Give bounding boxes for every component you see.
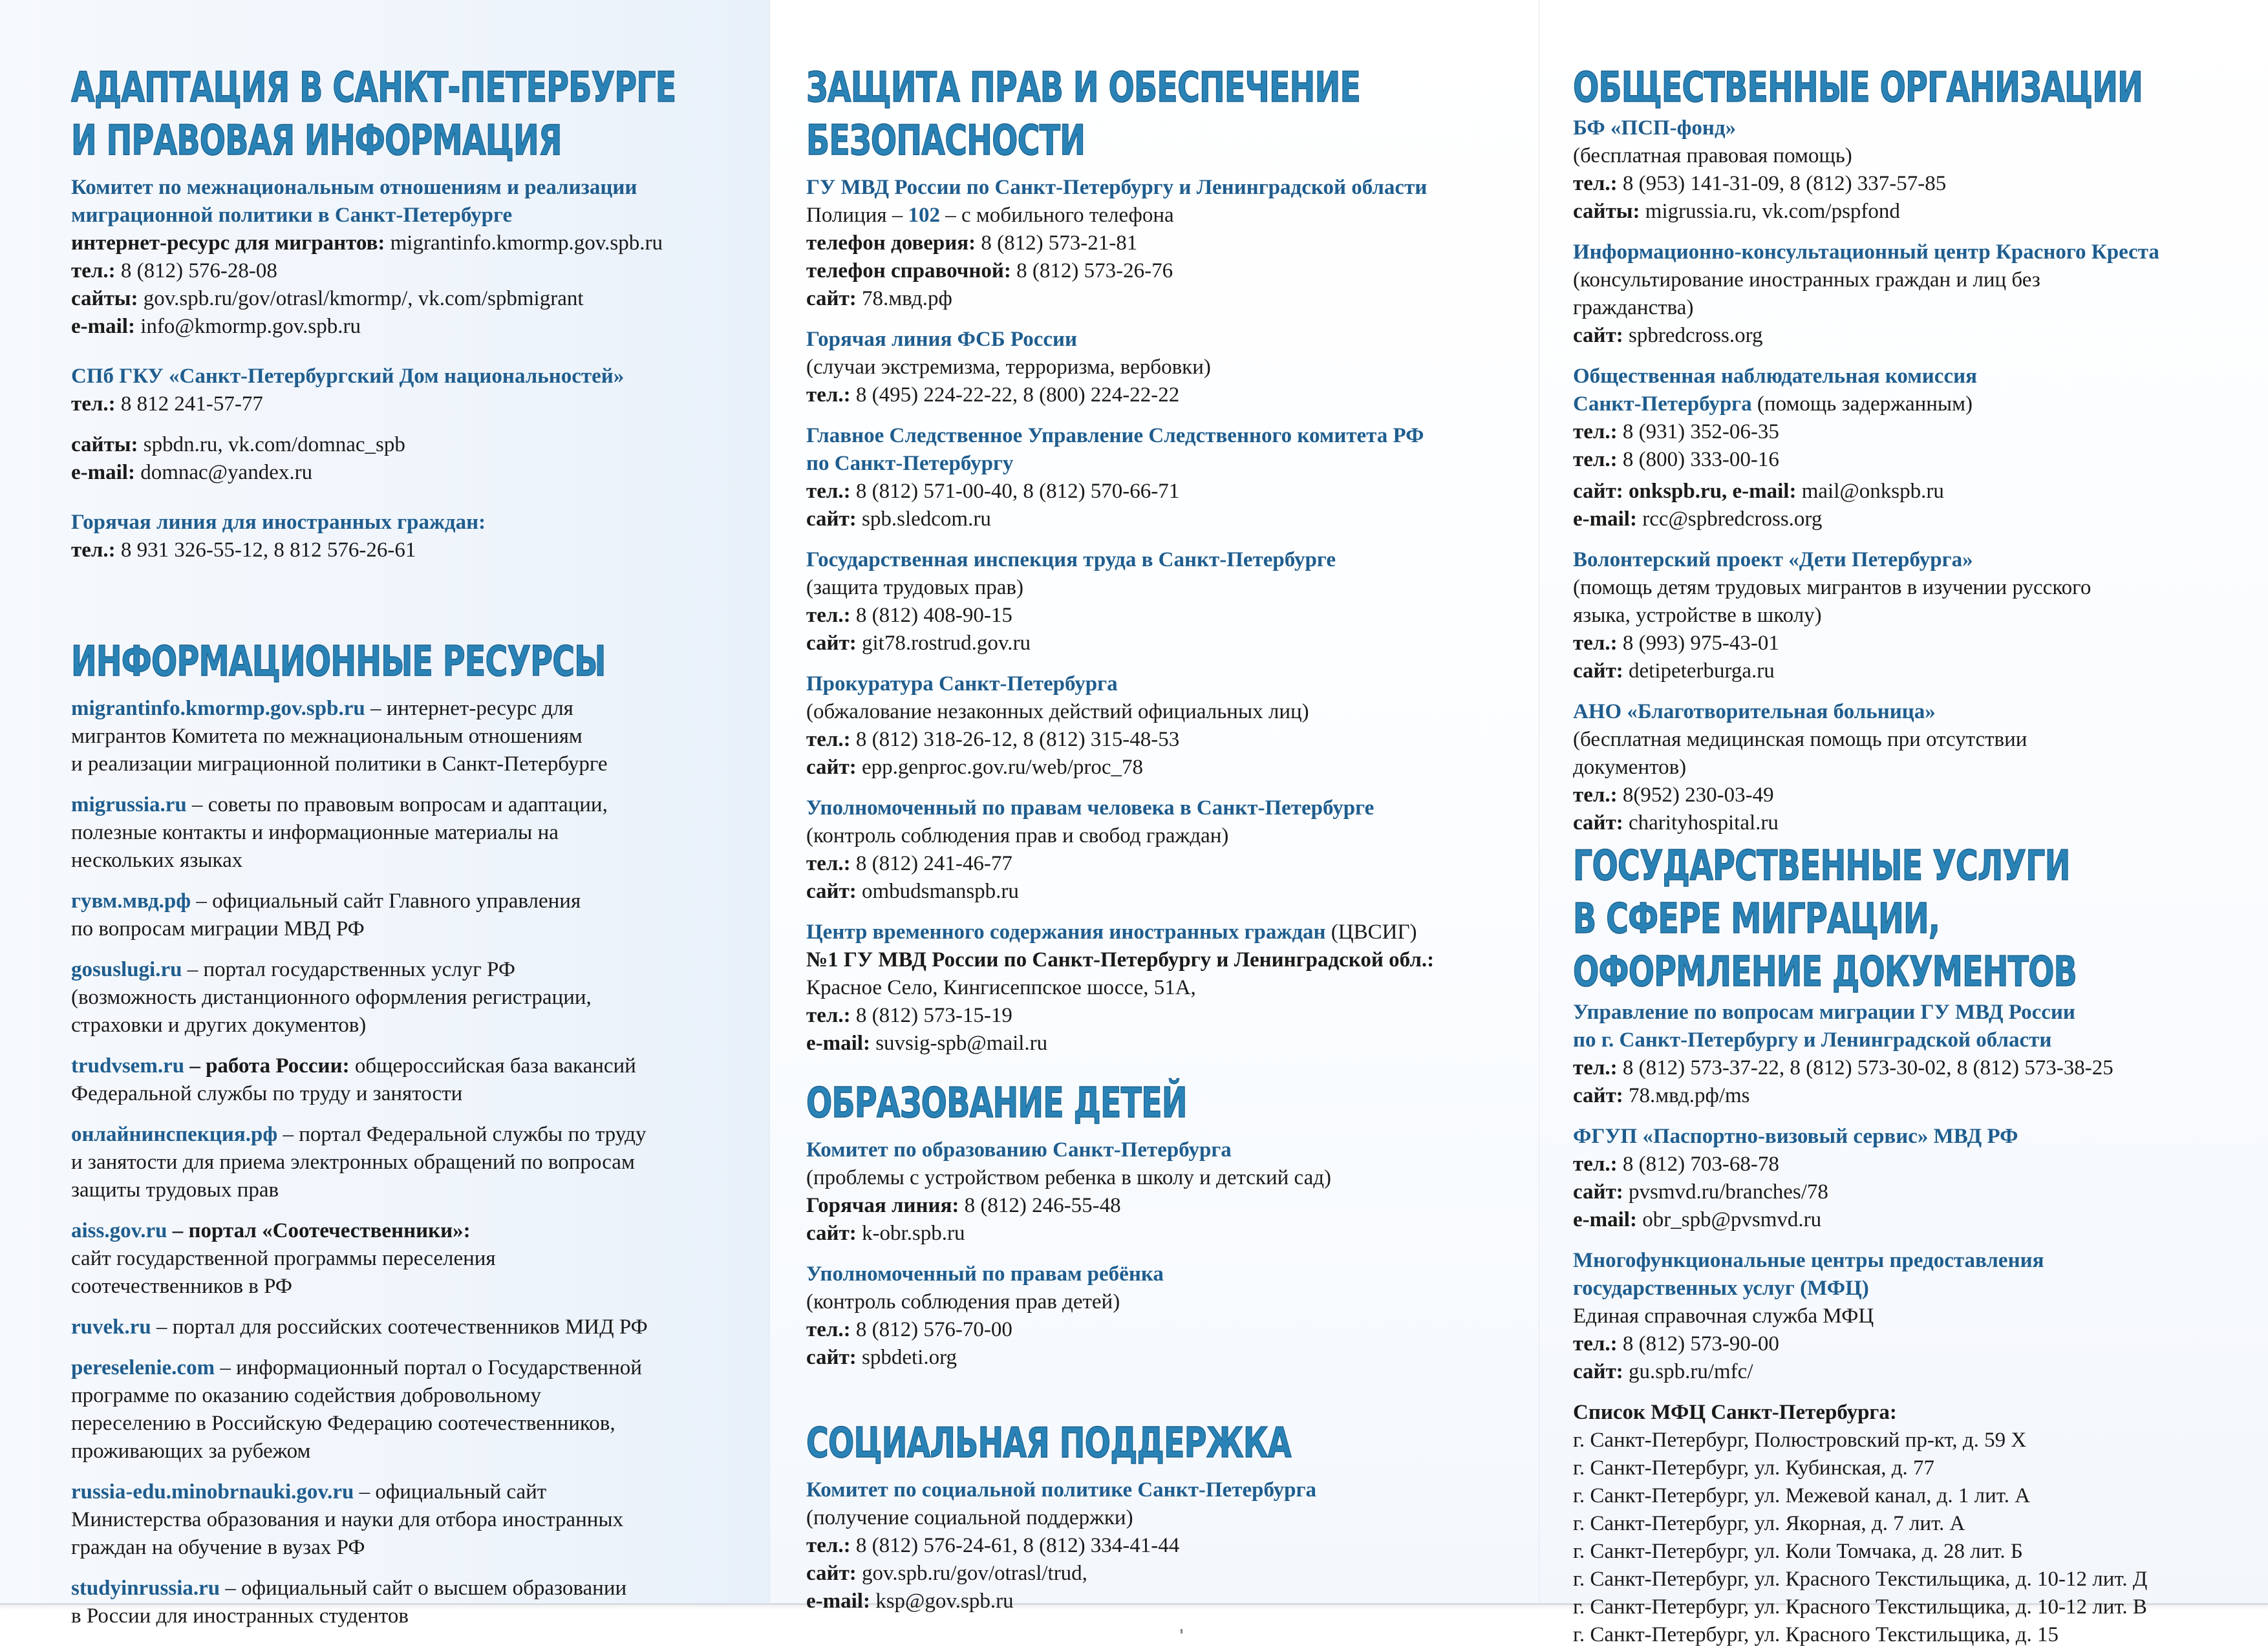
address: Красное Село, Кингисеппское шоссе, 51А, (806, 976, 1196, 999)
resource-link[interactable]: trudvsem.ru (71, 1054, 185, 1078)
resource-description: соотечественников в РФ (71, 1275, 292, 1298)
resource-link[interactable]: russia-edu.minobrnauki.gov.ru (71, 1480, 354, 1504)
org-name-cont: по Санкт-Петербургу (806, 452, 1014, 475)
org-name-cont: государственных услуг (МФЦ) (1573, 1277, 1869, 1300)
phone-label: тел.: (71, 392, 116, 416)
resource-item (71, 1217, 744, 1301)
section-info-resources (71, 635, 744, 1630)
org-description: (проблемы с устройством ребенка в школу и детский сад) (806, 1166, 1332, 1189)
site-link[interactable]: spb.sledcom.ru (856, 507, 991, 531)
resource-description: – информационный портал о Государственной (215, 1356, 642, 1379)
entry-cvsig (806, 919, 1519, 1058)
email-label: e-mail: (806, 1032, 870, 1055)
section-title: ОБЩЕСТВЕННЫЕ ОРГАНИЗАЦИИ (1573, 64, 2143, 112)
mfc-address: г. Санкт-Петербург, ул. Коли Томчака, д. 28 лит. Б (1573, 1540, 2023, 1563)
section-title: АДАПТАЦИЯ В САНКТ-ПЕТЕРБУРГЕ И ПРАВОВАЯ ИНФОРМАЦИЯ (71, 64, 676, 165)
resource-description: (возможность дистанционного оформления регистрации, (71, 986, 592, 1009)
resource-description: мигрантов Комитета по межнациональным отношениям (71, 725, 583, 748)
sites-links[interactable]: migrussia.ru, vk.com/pspfond (1640, 200, 1900, 223)
org-description: (случаи экстремизма, терроризма, вербовки) (806, 356, 1211, 379)
site-label: сайт: (1573, 1360, 1623, 1383)
org-name: Общественная наблюдательная комиссия (1573, 365, 1977, 388)
email-link[interactable]: suvsig-spb@mail.ru (870, 1032, 1048, 1055)
resource-description: – портал государственных услуг РФ (182, 958, 515, 981)
resource-description: проживающих за рубежом (71, 1440, 311, 1463)
resource-description: нескольких языках (71, 849, 243, 872)
resource-description: – интернет-ресурс для (365, 697, 573, 720)
org-description: (защита трудовых прав) (806, 576, 1023, 599)
entry-fsb (806, 326, 1519, 409)
scan-speck (1181, 1629, 1182, 1633)
org-description: (получение социальной поддержки) (806, 1506, 1133, 1529)
site-link[interactable]: charityhospital.ru (1623, 811, 1779, 835)
phone-value: 8 (812) 576-24-61, 8 (812) 334-41-44 (850, 1534, 1180, 1557)
site-link[interactable]: epp.genproc.gov.ru/web/proc_78 (856, 756, 1143, 779)
phone-value: 8 (812) 318-26-12, 8 (812) 315-48-53 (850, 728, 1180, 751)
reference-phone-value: 8 (812) 573-26-76 (1011, 259, 1173, 282)
site-label: сайт: (1573, 1180, 1623, 1204)
phone-label: тел.: (806, 852, 851, 875)
resource-item (71, 1121, 744, 1204)
resource-description: по вопросам миграции МВД РФ (71, 917, 365, 941)
mfc-address: г. Санкт-Петербург, Полюстровский пр-кт, д. 59 Х (1573, 1429, 2027, 1452)
section-child-education (806, 1077, 1519, 1372)
site-link[interactable]: k-obr.spb.ru (856, 1222, 965, 1245)
org-name: Комитет по образованию Санкт-Петербурга (806, 1138, 1232, 1162)
phone-label: тел.: (1573, 420, 1618, 443)
resource-link[interactable]: aiss.gov.ru (71, 1219, 167, 1242)
entry-kmormp (71, 174, 744, 341)
site-label: сайт: (1573, 324, 1623, 347)
email-link[interactable]: ksp@gov.spb.ru (870, 1590, 1014, 1613)
email-link[interactable]: obr_spb@pvsmvd.ru (1636, 1208, 1822, 1231)
email-link[interactable]: mail@onkspb.ru (1796, 480, 1944, 503)
resource-link[interactable]: migrussia.ru (71, 793, 187, 816)
phone-value: 8 931 326-55-12, 8 812 576-26-61 (115, 538, 416, 562)
email-link[interactable]: domnac@yandex.ru (134, 461, 313, 484)
phone-value: 8 (812) 241-46-77 (850, 852, 1012, 875)
phone-value: 8 (812) 703-68-78 (1617, 1153, 1779, 1176)
site-label: сайт: (806, 287, 857, 310)
phone-label: тел.: (71, 538, 116, 562)
resource-link[interactable]: studyinrussia.ru (71, 1577, 220, 1600)
org-description: Единая справочная служба МФЦ (1573, 1304, 1874, 1328)
resource-description: программе по оказанию содействия добровольному (71, 1384, 541, 1407)
org-description-cont: языка, устройстве в школу) (1573, 604, 1822, 627)
resource-item (71, 1478, 744, 1562)
org-name: Уполномоченный по правам ребёнка (806, 1262, 1164, 1286)
hotline-value: 8 (812) 246-55-48 (959, 1194, 1121, 1217)
mfc-address: г. Санкт-Петербург, ул. Кубинская, д. 77 (1573, 1456, 1935, 1480)
phone-label: тел.: (1573, 1332, 1618, 1356)
section-ngos (1573, 61, 2255, 837)
phone-label: тел.: (1573, 1056, 1618, 1080)
resource-link[interactable]: pereselenie.com (71, 1356, 215, 1379)
police-number: 102 (908, 204, 941, 227)
org-description: (помощь задержанным) (1751, 392, 1973, 416)
resource-link[interactable]: migrantinfo.kmormp.gov.spb.ru (385, 231, 663, 255)
org-description-cont: документов) (1573, 756, 1687, 779)
phone-value: 8(952) 230-03-49 (1617, 783, 1774, 807)
org-name: Горячая линия ФСБ России (806, 328, 1078, 351)
phone-label: тел.: (1573, 632, 1618, 655)
resource-description: общероссийская база вакансий (349, 1054, 636, 1078)
resource-description: – портал Федеральной службы по труду (277, 1123, 647, 1146)
mfc-address: г. Санкт-Петербург, ул. Красного Текстильщика, д. 10-12 лит. В (1573, 1595, 2147, 1619)
resource-description: – официальный сайт о высшем образовании (220, 1577, 627, 1600)
site-link[interactable]: spbredcross.org (1623, 324, 1763, 347)
resource-item (71, 695, 744, 778)
org-name: Центр временного содержания иностранных граждан (806, 920, 1326, 944)
mfc-list-title: Список МФЦ Санкт-Петербурга: (1573, 1401, 1897, 1424)
resource-description: переселению в Российскую Федерацию соотечественников, (71, 1412, 615, 1435)
entry-mfc (1573, 1247, 2255, 1386)
email-label: e-mail: (806, 1590, 870, 1613)
entry-onk (1573, 363, 2255, 533)
site-link[interactable]: 78.мвд.рф/ms (1623, 1084, 1750, 1107)
org-name: Уполномоченный по правам человека в Санкт-Петербурге (806, 796, 1375, 820)
entry-sledcom (806, 422, 1519, 533)
phone-value: 8 812 241-57-77 (115, 392, 263, 416)
section-gov-services (1573, 840, 2255, 1649)
email-label: e-mail: (71, 315, 135, 338)
entry-dom-nats (71, 363, 744, 487)
org-name-cont: миграционной политики в Санкт-Петербурге (71, 204, 513, 227)
resource-description: граждан на обучение в вузах РФ (71, 1536, 365, 1559)
site-label: сайт: (1573, 659, 1623, 683)
site-label: сайт: (806, 880, 857, 903)
resource-description: – официальный сайт Главного управления (191, 889, 581, 913)
org-name: Главное Следственное Управление Следственного комитета РФ (806, 424, 1424, 447)
entry-migration-dept (1573, 999, 2255, 1110)
org-name: Управление по вопросам миграции ГУ МВД России (1573, 1001, 2075, 1024)
site-link[interactable]: spbdeti.org (856, 1346, 957, 1369)
resource-description: полезные контакты и информационные материалы на (71, 821, 559, 844)
phone-label: тел.: (806, 383, 851, 407)
org-abbrev: (ЦВСИГ) (1325, 920, 1417, 944)
phone-value: 8 (953) 141-31-09, 8 (812) 337-57-85 (1617, 172, 1947, 195)
site-label: сайт: (806, 632, 857, 655)
org-name: Прокуратура Санкт-Петербурга (806, 672, 1118, 696)
resource-link[interactable]: ruvek.ru (71, 1315, 151, 1339)
org-name: Информационно-консультационный центр Красного Креста (1573, 240, 2159, 264)
resource-description: защиты трудовых прав (71, 1178, 279, 1202)
site-link[interactable]: ombudsmanspb.ru (856, 880, 1019, 903)
org-name: Горячая линия для иностранных граждан: (71, 511, 486, 534)
org-name: Государственная инспекция труда в Санкт-Петербурге (806, 548, 1336, 571)
phone-value: 8 (495) 224-22-22, 8 (800) 224-22-22 (850, 383, 1180, 407)
resource-item (71, 888, 744, 943)
phone-value: 8 (812) 576-28-08 (115, 259, 277, 282)
phone-label: тел.: (806, 480, 851, 503)
entry-charity-hospital (1573, 698, 2255, 837)
org-name: Комитет по межнациональным отношениям и реализации (71, 176, 637, 199)
resource-description: Министерства образования и науки для отбора иностранных (71, 1508, 624, 1531)
phone-value: 8 (812) 573-15-19 (850, 1004, 1012, 1027)
resource-highlight: – работа России: (184, 1054, 350, 1078)
resource-highlight: – портал «Соотечественники»: (167, 1219, 471, 1242)
entry-prosecutor (806, 670, 1519, 782)
org-name: СПб ГКУ «Санкт-Петербургский Дом национальностей» (71, 365, 625, 388)
sites-label: сайты: (71, 287, 138, 310)
org-description: (контроль соблюдения прав и свобод граждан) (806, 824, 1229, 847)
entry-psp-fond (1573, 114, 2255, 226)
phone-value: 8 (812) 571-00-40, 8 (812) 570-66-71 (850, 480, 1180, 503)
resource-item (71, 956, 744, 1039)
entry-gu-mvd (806, 174, 1519, 313)
org-name: Комитет по социальной политике Санкт-Петербурга (806, 1478, 1317, 1502)
sites-label: сайты: (1573, 200, 1640, 223)
org-description: (бесплатная медицинская помощь при отсутствии (1573, 728, 2027, 751)
resource-item (71, 1314, 744, 1341)
phone-label: тел.: (1573, 1153, 1618, 1176)
org-description: (помощь детям трудовых мигрантов в изучении русского (1573, 576, 2091, 599)
entry-red-cross (1573, 239, 2255, 350)
resource-label: интернет-ресурс для мигрантов: (71, 231, 385, 255)
email-label: e-mail: (1573, 507, 1637, 531)
org-affiliation: №1 ГУ МВД России по Санкт-Петербургу и Ленинградской обл.: (806, 948, 1435, 972)
email-link[interactable]: rcc@spbredcross.org (1636, 507, 1823, 531)
email-label: e-mail: (71, 461, 135, 484)
phone-label: тел.: (806, 1004, 851, 1027)
resources-list (71, 695, 744, 1630)
site-label: сайт: (806, 1346, 857, 1369)
phone-label: тел.: (1573, 783, 1618, 807)
resource-description: – официальный сайт (354, 1480, 547, 1504)
resource-item (71, 791, 744, 875)
org-name: АНО «Благотворительная больница» (1573, 700, 1936, 723)
org-name: Многофункциональные центры предоставления (1573, 1249, 2044, 1272)
site-label: сайт: (1573, 1084, 1623, 1107)
site-label: сайт: (1573, 811, 1623, 835)
phone-label: тел.: (1573, 172, 1618, 195)
phone-value: 8 (993) 975-43-01 (1617, 632, 1779, 655)
resource-description: в России для иностранных студентов (71, 1604, 409, 1628)
phone-label: тел.: (806, 1318, 851, 1341)
org-name-cont: по г. Санкт-Петербургу и Ленинградской области (1573, 1028, 2052, 1052)
org-description: (контроль соблюдения прав детей) (806, 1290, 1120, 1314)
site-label: сайт: (806, 756, 857, 779)
entry-hotline-foreigners (71, 509, 744, 564)
org-name: ФГУП «Паспортно-визовый сервис» МВД РФ (1573, 1125, 2018, 1148)
section-title: ИНФОРМАЦИОННЫЕ РЕСУРСЫ (71, 638, 606, 686)
sites-label: сайты: (71, 433, 138, 456)
hotline-label: Горячая линия: (806, 1194, 959, 1217)
phone-value: 8 (812) 573-90-00 (1617, 1332, 1779, 1356)
phone-value: 8 (812) 576-70-00 (850, 1318, 1012, 1341)
panel-left (0, 0, 769, 1628)
phone-value: 8 (931) 352-06-35 (1617, 420, 1779, 443)
site-label: сайт: (806, 1222, 857, 1245)
site-link[interactable]: 78.мвд.рф (856, 287, 952, 310)
phone-value: 8 (812) 573-37-22, 8 (812) 573-30-02, 8 (812) 573-38-25 (1617, 1056, 2113, 1080)
sites-links[interactable]: gov.spb.ru/gov/otrasl/kmormp/, vk.com/spbmigrant (138, 287, 584, 310)
resource-description: – советы по правовым вопросам и адаптации, (186, 793, 608, 816)
resource-item (71, 1354, 744, 1465)
phone-value: 8 (812) 408-90-15 (850, 604, 1012, 627)
resource-link[interactable]: гувм.мвд.рф (71, 889, 191, 913)
trust-phone-value: 8 (812) 573-21-81 (976, 231, 1138, 255)
resource-description: и занятости для приема электронных обращений по вопросам (71, 1151, 635, 1174)
mfc-address-list (1573, 1427, 2255, 1649)
site-link[interactable]: git78.rostrud.gov.ru (856, 632, 1031, 655)
mfc-address: г. Санкт-Петербург, ул. Красного Текстильщика, д. 10-12 лит. Д (1573, 1568, 2148, 1591)
resource-link[interactable]: gosuslugi.ru (71, 958, 182, 981)
section-adaptation (71, 61, 744, 564)
resource-description: Федеральной службы по труду и занятости (71, 1082, 463, 1105)
resource-description: и реализации миграционной политики в Санкт-Петербурге (71, 752, 608, 776)
org-description: (бесплатная правовая помощь) (1573, 144, 1852, 167)
resource-item (71, 1052, 744, 1108)
site-label: сайт: (806, 1562, 857, 1585)
entry-education-committee (806, 1136, 1519, 1248)
org-name-cont: Санкт-Петербурга (1573, 392, 1752, 416)
org-name: ГУ МВД России по Санкт-Петербургу и Ленинградской области (806, 176, 1428, 199)
entry-labor-inspection (806, 546, 1519, 657)
mfc-address: г. Санкт-Петербург, ул. Межевой канал, д. 1 лит. А (1573, 1484, 2031, 1507)
site-label: сайт: (806, 507, 857, 531)
entry-passport-visa (1573, 1123, 2255, 1234)
phone-label: тел.: (1573, 448, 1618, 471)
email-link[interactable]: info@kmormp.gov.spb.ru (134, 315, 361, 338)
section-title: ОБРАЗОВАНИЕ ДЕТЕЙ (806, 1080, 1187, 1127)
mfc-address: г. Санкт-Петербург, ул. Красного Текстильщика, д. 15 (1573, 1623, 2059, 1646)
section-social-support (806, 1417, 1519, 1615)
entry-ombudsman (806, 794, 1519, 906)
panel-right (1539, 0, 2268, 1646)
resource-description: страховки и других документов) (71, 1014, 367, 1037)
resource-description: – портал для российских соотечественников МИД РФ (151, 1315, 648, 1339)
resource-description: сайт государственной программы переселения (71, 1247, 496, 1270)
phone-value: 8 (800) 333-00-16 (1617, 448, 1779, 471)
police-label: Полиция – (806, 204, 908, 227)
resource-item (71, 1575, 744, 1630)
site-link[interactable]: detipeterburga.ru (1623, 659, 1775, 683)
phone-label: тел.: (806, 604, 851, 627)
org-description: (обжалование незаконных действий официальных лиц) (806, 700, 1309, 723)
phone-label: тел.: (806, 728, 851, 751)
org-name: БФ «ПСП-фонд» (1573, 116, 1737, 140)
entry-social-committee (806, 1476, 1519, 1615)
site-link[interactable]: gu.spb.ru/mfc/ (1623, 1360, 1753, 1383)
section-title: СОЦИАЛЬНАЯ ПОДДЕРЖКА (806, 1420, 1291, 1467)
org-description: (консультирование иностранных граждан и лиц без (1573, 268, 2040, 292)
phone-label: тел.: (806, 1534, 851, 1557)
police-note: – с мобильного телефона (940, 204, 1174, 227)
reference-phone-label: телефон справочной: (806, 259, 1011, 282)
org-description-cont: гражданства) (1573, 296, 1694, 319)
resource-link[interactable]: онлайнинспекция.рф (71, 1123, 278, 1146)
section-title: ЗАЩИТА ПРАВ И ОБЕСПЕЧЕНИЕ БЕЗОПАСНОСТИ (806, 64, 1361, 165)
site-link[interactable]: gov.spb.ru/gov/otrasl/trud, (856, 1562, 1087, 1585)
org-name: Волонтерский проект «Дети Петербурга» (1573, 548, 1973, 571)
mfc-address: г. Санкт-Петербург, ул. Якорная, д. 7 лит. А (1573, 1512, 1965, 1535)
entry-child-ombudsman (806, 1261, 1519, 1372)
phone-label: тел.: (71, 259, 116, 282)
section-rights-security (806, 61, 1519, 1058)
sites-links[interactable]: spbdn.ru, vk.com/domnac_spb (138, 433, 405, 456)
panel-middle (769, 0, 1539, 1613)
site-email-label[interactable]: сайт: onkspb.ru, e-mail: (1573, 480, 1797, 503)
section-title: ГОСУДАРСТВЕННЫЕ УСЛУГИ В СФЕРЕ МИГРАЦИИ, ОФОРМЛЕНИЕ ДОКУМЕНТОВ (1573, 842, 2077, 996)
trust-phone-label: телефон доверия: (806, 231, 976, 255)
entry-deti-peterburga (1573, 546, 2255, 685)
resource-link[interactable]: migrantinfo.kmormp.gov.spb.ru (71, 697, 365, 720)
email-label: e-mail: (1573, 1208, 1637, 1231)
site-link[interactable]: pvsmvd.ru/branches/78 (1623, 1180, 1828, 1204)
